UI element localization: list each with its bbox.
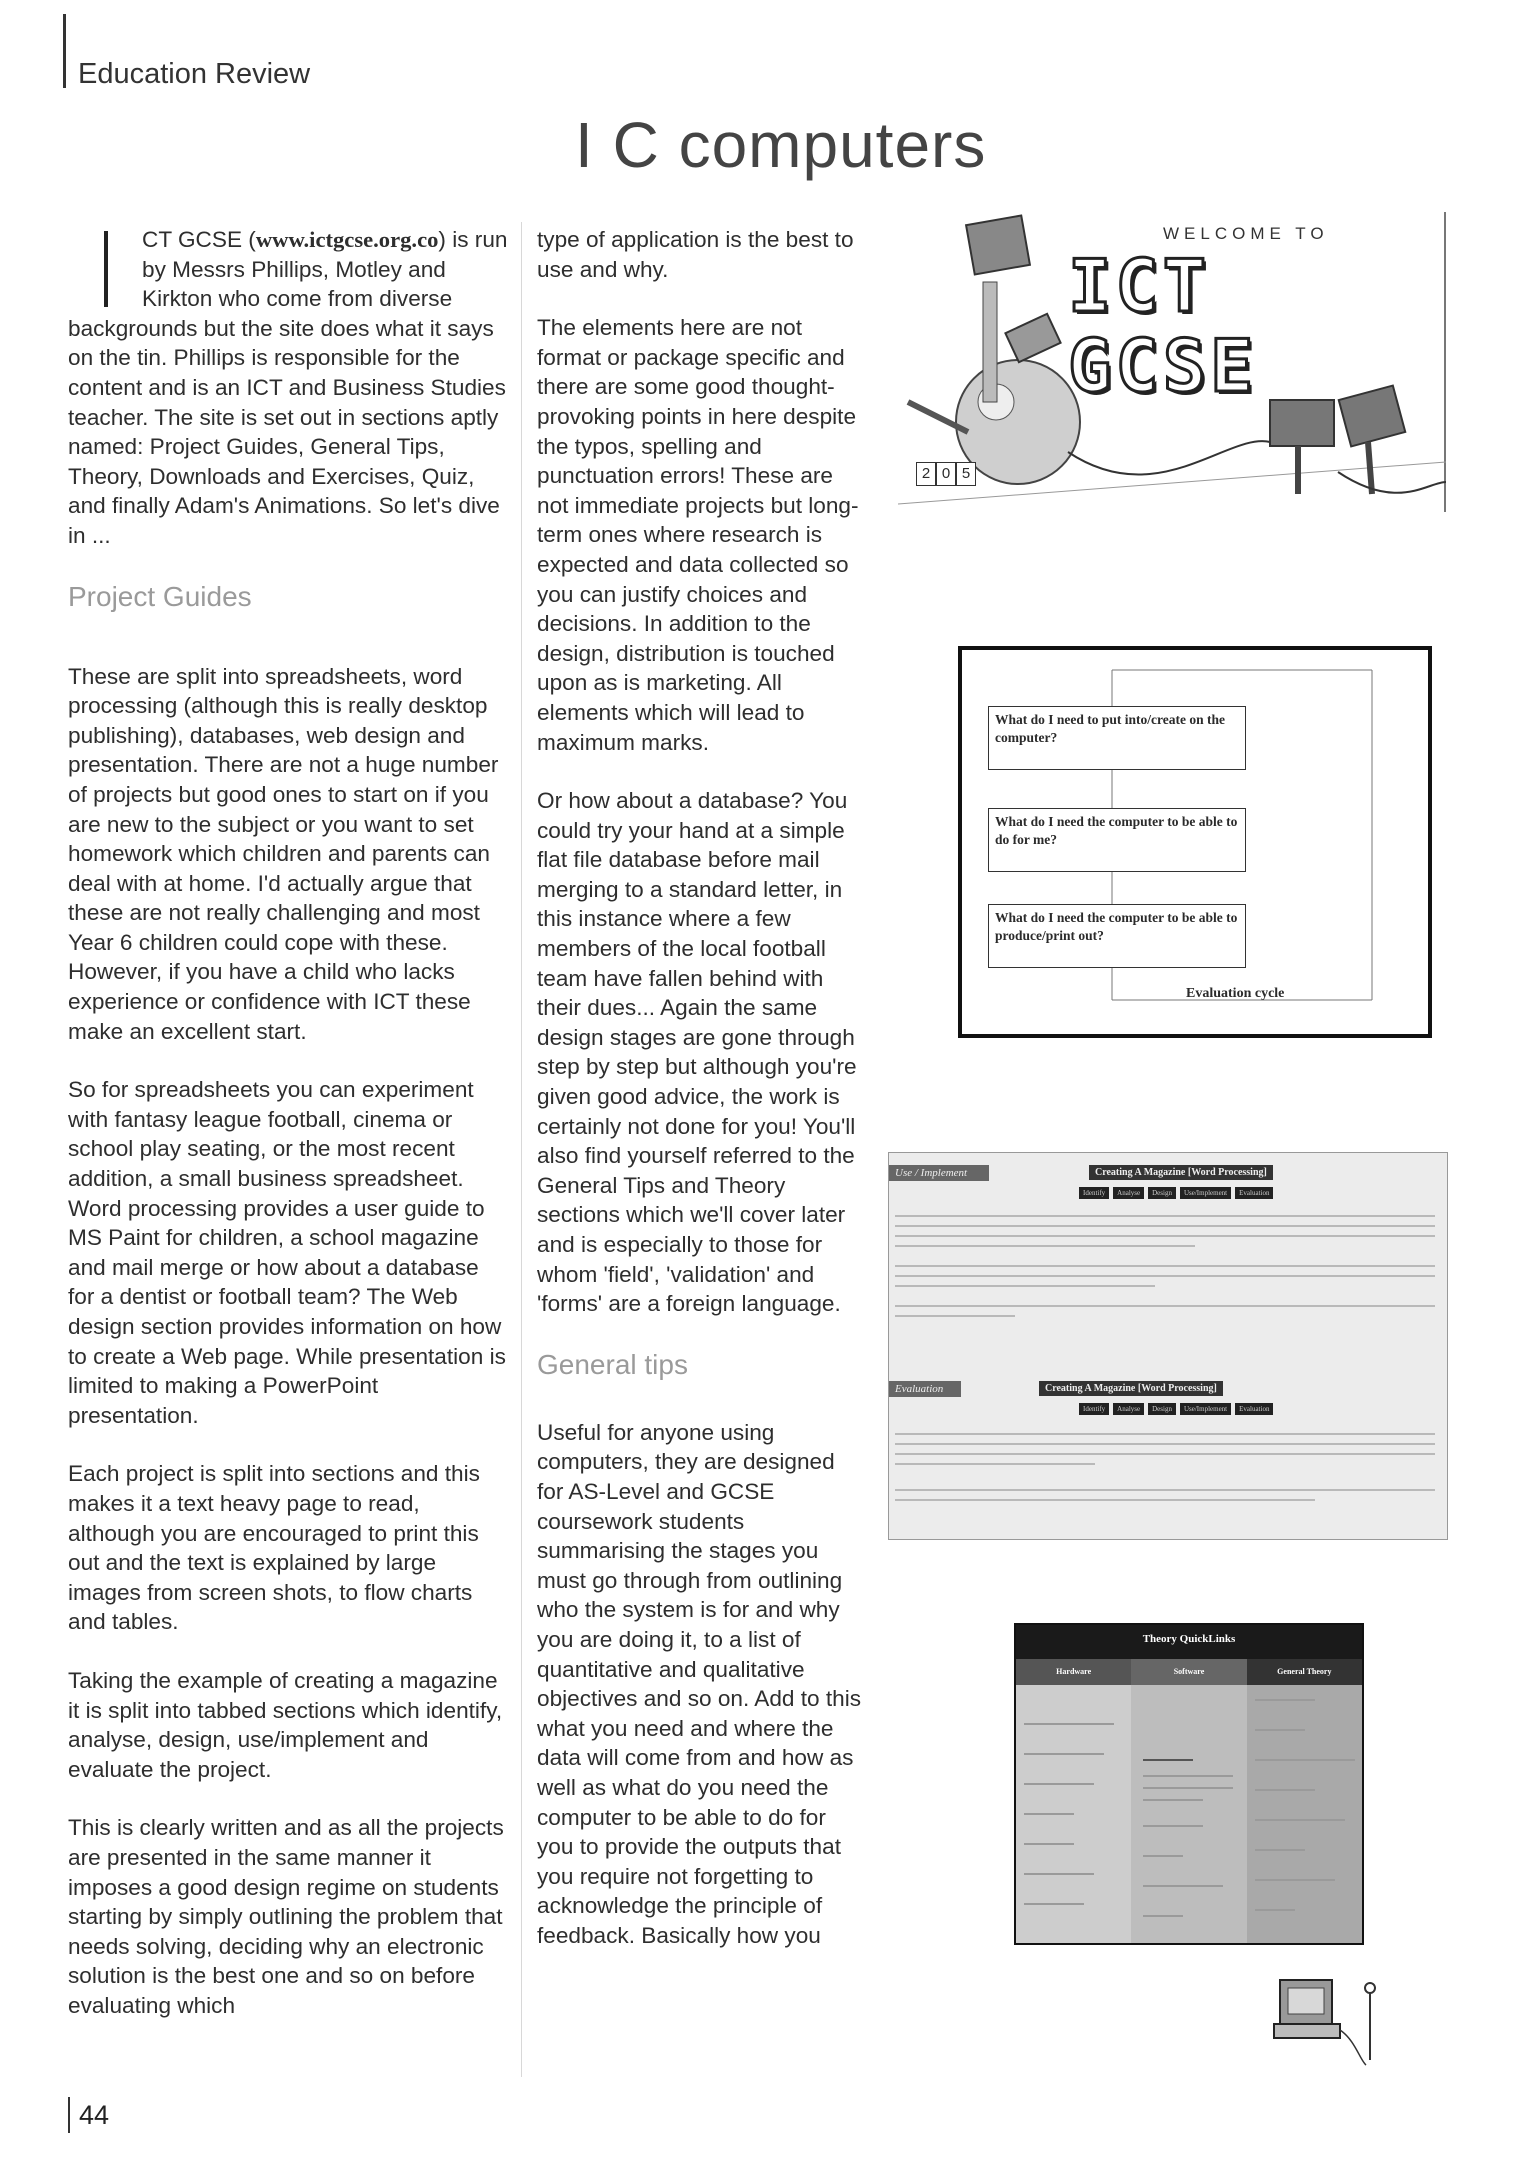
project-tabs-2: [1079, 1403, 1273, 1415]
quicklinks-col: [1016, 1659, 1131, 1943]
figure-theory-quicklinks: [1014, 1623, 1364, 1945]
header-rule: [63, 14, 66, 88]
subhead-general-tips: General tips: [537, 1348, 688, 1380]
counter-digit: 2: [916, 462, 936, 486]
section-label-use: Use / Implement: [889, 1165, 989, 1181]
section-label: Education Review: [78, 58, 311, 90]
paragraph: type of application is the best to use and why.: [537, 227, 854, 282]
column-middle: [537, 225, 867, 1979]
computer-illustration: [1270, 1970, 1410, 2080]
footer-rule: [68, 2097, 70, 2133]
cycle-label: Evaluation cycle: [1186, 986, 1285, 1001]
tab-identify[interactable]: Identify: [1079, 1187, 1109, 1199]
figure-magazine-screenshot: [888, 1152, 1448, 1540]
intro-text-a: CT GCSE (: [142, 227, 256, 252]
cycle-box-process: What do I need the computer to be able to do for me?: [988, 808, 1246, 872]
project-title-2: Creating A Magazine [Word Processing]: [1039, 1381, 1223, 1396]
tab-evaluation[interactable]: Evaluation: [1235, 1187, 1273, 1199]
quicklinks-title: Theory QuickLinks: [1016, 1625, 1362, 1677]
section-label-evaluation: Evaluation: [889, 1381, 961, 1397]
figure-evaluation-cycle: [958, 646, 1432, 1038]
paragraph: Taking the example of creating a magazine it is split into tabbed sections which identify, analyse, design, use/implement and evaluate the project.: [68, 1667, 503, 1782]
quicklinks-columns: [1016, 1659, 1362, 1943]
tab-evaluation[interactable]: Evaluation: [1235, 1403, 1273, 1415]
tab-use-implement[interactable]: Use/Implement: [1180, 1403, 1231, 1415]
column-left: [68, 225, 508, 2049]
robot-illustration: [898, 212, 1446, 512]
tab-use-implement[interactable]: Use/Implement: [1180, 1187, 1231, 1199]
paragraph: Useful for anyone using computers, they are designed for AS-Level and GCSE coursework students summarising the stages you must go through from outlining who the system is for and why you are doing it, to a list of quantitative and qualitative objectives and so on. Add to this what you need and where the data will come from and how as well as what do you need the computer to be able to do for you to provide the outputs that you require not forgetting to acknowledge the principle of feedback. Basically how you: [537, 1419, 862, 1948]
tab-analyse[interactable]: Analyse: [1113, 1187, 1144, 1199]
col-general-theory[interactable]: General Theory: [1247, 1659, 1362, 1685]
site-url[interactable]: www.ictgcse.org.co: [255, 227, 439, 252]
tab-design[interactable]: Design: [1148, 1403, 1176, 1415]
ict-gcse-logo: ICT GCSE: [1068, 244, 1258, 408]
dropcap: [104, 231, 108, 307]
col-software[interactable]: Software: [1131, 1659, 1246, 1685]
tab-design[interactable]: Design: [1148, 1187, 1176, 1199]
paragraph: Or how about a database? You could try your hand at a simple flat file database before mail merging to a standard letter, in this instance where a few members of the local football team have fallen behind with their dues... Again the same design stages are gone through step by step but although you're given good advice, the work is certainly not done for you! You'll also find yourself referred to the General Tips and Theory sections which we'll cover later and is especially to those for whom 'field', 'validation' and 'forms' are a foreign language.: [537, 788, 857, 1317]
paragraph: This is clearly written and as all the projects are presented in the same manner it imposes a good design regime on students starting by simply outlining the problem that needs solving, deciding why an electronic solution is the best one and so on before evaluating which: [68, 1815, 504, 2018]
project-title: Creating A Magazine [Word Processing]: [1089, 1165, 1273, 1180]
page-title: I C computers: [575, 109, 987, 181]
paragraph: Each project is split into sections and this makes it a text heavy page to read, although you are encouraged to print this out and the text is explained by large images from screen shots, to flow charts and tables.: [68, 1461, 480, 1635]
column-divider: [521, 222, 522, 2077]
counter-digit: 5: [956, 462, 976, 486]
subhead-project-guides: Project Guides: [68, 580, 252, 612]
quicklinks-col: [1131, 1659, 1246, 1943]
quicklinks-col: [1247, 1659, 1362, 1943]
cycle-box-input: What do I need to put into/create on the computer?: [988, 706, 1246, 770]
intro-text-b: ) is run by Messrs Phillips, Motley and Kirkton who come from diverse backgrounds but the site does what it says on the tin. Phillips is responsible for the content and is an ICT and Business Studies teacher. The site is set out in sections aptly named: Project Guides, General Tips, Theory, Downloads and Exercises, Quiz, and finally Adam's Animations. So let's dive in ...: [68, 227, 508, 548]
cycle-box-output: What do I need the computer to be able to produce/print out?: [988, 904, 1246, 968]
col-hardware[interactable]: Hardware: [1016, 1659, 1131, 1685]
project-tabs: [1079, 1187, 1273, 1199]
counter-digit: 0: [936, 462, 956, 486]
page-number: 44: [79, 2100, 110, 2130]
figure-welcome: [898, 212, 1446, 512]
paragraph: These are split into spreadsheets, word processing (although this is really desktop publishing), databases, web design and presentation. There are not a huge number of projects but good ones to start on if you are new to the subject or you want to set homework which children and parents can deal with at home. I'd actually argue that these are not really challenging and most Year 6 children could cope with these. However, if you have a child who lacks experience or confidence with ICT these make an excellent start.: [68, 663, 499, 1044]
tab-analyse[interactable]: Analyse: [1113, 1403, 1144, 1415]
welcome-text: WELCOME TO: [1163, 224, 1329, 243]
paragraph: So for spreadsheets you can experiment with fantasy league football, cinema or school play seating, or the most recent addition, a small business spreadsheet. Word processing provides a user guide to MS Paint for children, a school magazine and mail merge or how about a database for a dentist or football team? The Web design section provides information on how to create a Web page. While presentation is limited to making a PowerPoint presentation.: [68, 1077, 506, 1428]
intro-paragraph: [68, 225, 508, 551]
paragraph: The elements here are not format or package specific and there are some good thought-provoking points in here despite the typos, spelling and punctuation errors! These are not immediate projects but long-term ones where research is expected and data collected so you can justify choices and decisions. In addition to the design, distribution is touched upon as is marketing. All elements which will lead to maximum marks.: [537, 315, 859, 755]
tab-identify[interactable]: Identify: [1079, 1403, 1109, 1415]
counter: [916, 462, 976, 486]
